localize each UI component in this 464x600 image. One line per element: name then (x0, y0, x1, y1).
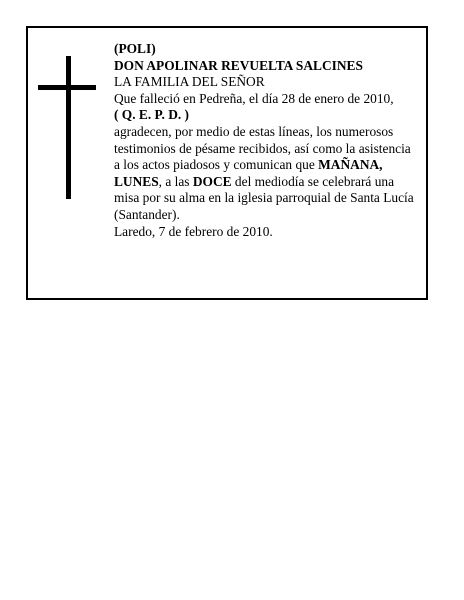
body-part-2: , a las (158, 173, 193, 189)
day-bold: MAÑANA, LUNES (114, 157, 383, 189)
rip-line: ( Q. E. P. D. ) (114, 107, 190, 123)
family-line: LA FAMILIA DEL SEÑOR (114, 74, 265, 90)
obituary-notice (26, 26, 428, 300)
cross-vertical-bar (66, 56, 71, 199)
notice-body (114, 124, 414, 224)
cross-horizontal-bar (38, 85, 96, 90)
body-part-1: agradecen, por medio de estas líneas, los numerosos testimonios de pésame recibidos, así como la asistencia a los actos piadosos y comunican que (114, 123, 411, 173)
time-bold: DOCE (192, 173, 232, 189)
nickname: (POLI) (114, 41, 156, 56)
death-line: Que falleció en Pedreña, el día 28 de enero de 2010, (114, 90, 394, 106)
body-part-3: del mediodía se celebrará una misa por su alma en la iglesia parroquial de Santa Lucía (Santander). (114, 173, 414, 222)
deceased-name: DON APOLINAR REVUELTA SALCINES (114, 57, 363, 73)
notice-text (114, 41, 414, 240)
place-date: Laredo, 7 de febrero de 2010. (114, 223, 273, 239)
